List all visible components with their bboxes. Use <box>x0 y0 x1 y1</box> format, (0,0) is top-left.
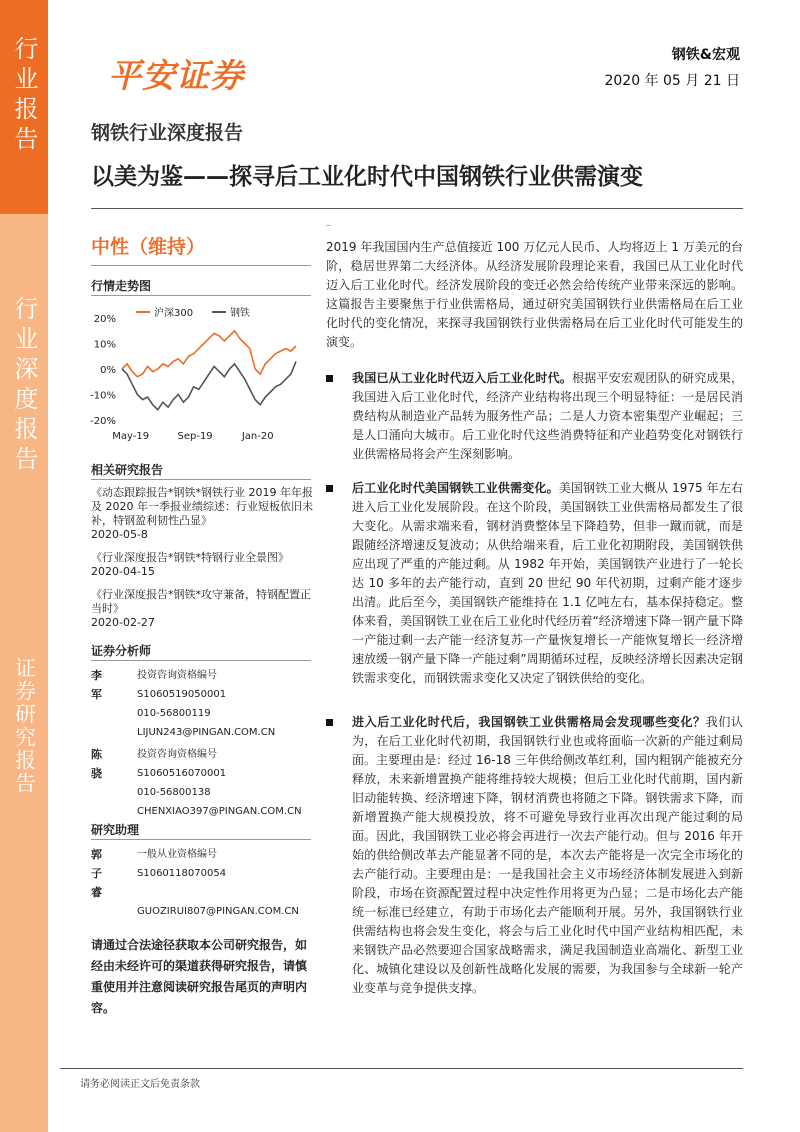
y-tick-label: 20% <box>93 314 116 325</box>
assistant-cert-no: S1060118070054 <box>137 868 227 879</box>
company-logo: 平安证券 <box>108 56 244 95</box>
y-tick-label: 10% <box>93 339 116 351</box>
related-report-date: 2020-04-15 <box>91 565 155 578</box>
analyst-cert-no: S1060519050001 <box>137 689 227 700</box>
bullet-paragraph <box>352 713 743 998</box>
y-tick-label: 0% <box>100 365 116 376</box>
bullet-square-icon <box>326 479 336 489</box>
analyst-cert-label: 投资咨询资格编号 <box>137 749 217 760</box>
bullet-square-icon <box>326 369 336 379</box>
related-report-title[interactable]: 《行业深度报告*钢铁*攻守兼备，特钢配置正当时》 <box>91 588 311 615</box>
related-heading: 相关研究报告 <box>91 463 164 477</box>
analyst-name: 李军 <box>91 669 102 701</box>
chart-legend <box>136 306 250 319</box>
related-report-item[interactable] <box>91 486 315 542</box>
doc-type: 钢铁行业深度报告 <box>91 122 244 144</box>
bullet-text: 根据平安宏观团队的研究成果，我国进入后工业化时代，经济产业结构将出现三个明显特征：一是居民消费结构从制造业产品转为服务性产品；二是人力资本密集型产业崛起；三是人口涌向大城市。后工业化时代这些消费特征和产业趋势变化对钢铁行业供需格局将会产生深刻影响。 <box>352 371 743 461</box>
dash-mark: – <box>326 220 331 231</box>
bullet-lead: 后工业化时代美国钢铁工业供需变化。 <box>352 481 559 495</box>
side-band-middle-label: 行业深度报告 <box>10 296 38 476</box>
side-band-bottom-label: 证券研究报告 <box>12 657 37 795</box>
rating-label: 中性（维持） <box>91 236 206 258</box>
assistant-divider <box>91 839 311 840</box>
side-band-top <box>0 0 48 214</box>
related-divider <box>91 479 311 480</box>
rating-divider <box>91 265 311 266</box>
footer-divider <box>60 1068 743 1069</box>
y-tick-label: -20% <box>90 416 116 427</box>
intro-paragraph: 2019 年我国国内生产总值接近 100 万亿元人民币、人均将迈上 1 万美元的台阶，稳居世界第二大经济体。从经济发展阶段理论来看，我国已从工业化时代迈入后工业化时代。经济发展阶段的变迁必然会给传统产业带来深远的影响。这篇报告主要聚焦于行业供需格局，通过研究美国钢铁行业供需格局在后工业化时代的变化情况，来探寻我国钢铁行业供需格局在后工业化时代可能发生的演变。 <box>326 240 743 349</box>
x-tick-label: Sep-19 <box>177 431 213 442</box>
bullet-lead: 我国已从工业化时代迈入后工业化时代。 <box>352 371 573 385</box>
assistant-email[interactable]: GUOZIRUI807@PINGAN.COM.CN <box>137 906 299 917</box>
analyst-name: 陈骁 <box>91 748 102 780</box>
analyst-divider <box>91 660 311 661</box>
sector-label: 钢铁&宏观 <box>671 47 740 63</box>
analyst-cert-label: 投资咨询资格编号 <box>137 670 217 681</box>
related-report-item[interactable] <box>91 588 315 630</box>
legend-label: 钢铁 <box>230 308 250 319</box>
analyst-heading: 证券分析师 <box>91 644 152 658</box>
side-band-bottom <box>0 617 48 1132</box>
bullet-lead: 进入后工业化时代后，我国钢铁工业供需格局会发现哪些变化？ <box>352 715 706 729</box>
x-tick-label: Jan-20 <box>241 431 274 442</box>
related-report-date: 2020-05-8 <box>91 528 148 541</box>
related-report-title[interactable]: 《行业深度报告*钢铁*特钢行业全景图》 <box>91 551 289 564</box>
y-tick-label: -10% <box>90 390 116 402</box>
disclaimer-text: 请通过合法途径获取本公司研究报告，如经由未经许可的渠道获得研究报告，请慎重使用并注意阅读研究报告尾页的声明内容。 <box>91 938 308 1015</box>
series-line-hs300 <box>122 331 296 377</box>
series-line-steel <box>122 361 296 409</box>
assistant-heading: 研究助理 <box>91 823 140 837</box>
bullet-square-icon <box>326 713 336 723</box>
analyst-email[interactable]: CHENXIAO397@PINGAN.COM.CN <box>137 806 302 817</box>
chart-lines <box>122 331 296 410</box>
analyst-phone: 010-56800138 <box>137 787 211 798</box>
side-band-top-label: 行业报告 <box>10 36 38 156</box>
bullet-paragraph <box>352 479 743 688</box>
side-band-middle <box>0 214 48 617</box>
related-report-date: 2020-02-27 <box>91 616 155 629</box>
x-tick-label: May-19 <box>112 431 150 442</box>
chart-x-ticks <box>112 431 273 442</box>
analyst-phone: 010-56800119 <box>137 708 211 719</box>
analyst-cert-no: S1060516070001 <box>137 768 227 779</box>
bullet-text: 美国钢铁工业大概从 1975 年左右进入后工业化发展阶段。在这个阶段，美国钢铁工业供需格局都发生了很大变化。从需求端来看，钢材消费整体呈下降趋势，但非一蹴而就，而是跟随经济增速反复波动；从供给端来看，后工业化初期附段，美国钢铁供应出现了严重的产能过剩。从 1982 年开始，美国钢铁产业进行了一轮长达 10 多年的去产能行动，直到 20 世纪 90 年代初期，过剩产能才逐步出清。此后至今，美国钢铁产能维持在 1.1 亿吨左右，基本保持稳定。整体来看，美国钢铁工业在后工业化时代经历着“经济增速下降一钢产量下降一产能过剩一去产能一经济复苏一产量恢复增长一产能恢复增长一经济增速放缓一钢产量下降一产能过剩”周期循环过程，反映经济增长因素决定钢铁需求变化，而钢铁需求变化又决定了钢铁供给的变化。 <box>352 481 743 685</box>
related-report-item[interactable] <box>91 551 315 579</box>
related-report-title[interactable]: 《动态跟踪报告*钢铁*钢铁行业 2019 年年报及 2020 年一季报业绩综述：行业短板依旧未补，特钢盈利韧性凸显》 <box>91 486 313 527</box>
bullet-text: 我们认为，在后工业化时代初期，我国钢铁行业也或将面临一次新的产能过剩局面。主要理由是：经过 16-18 三年供给侧改革红利，国内粗钢产能被充分释放，未来新增置换产能将维持较大规模；但后工业化时代前期，国内新旧动能转换、经济增速下降，钢材消费也将随之下降。钢铁需求下降，而新增置换产能大规模投放，将不可避免导致行业再次出现产能过剩的局面。因此，我国钢铁工业必将会再进行一次去产能行动。但与 2016 年开始的供给侧改革去产能显著不同的是，本次去产能将是一次完全市场化的去产能行动。主要理由是：一是我国社会主义市场经济体制发展进入到新阶段，市场在资源配置过程中决定性作用将更为凸显；二是市场化去产能统一标准已经建立，有助于市场化去产能顺利开展。另外，我国钢铁行业供需结构也将会发生变化，将会与后工业化时代中国产业结构相匹配，未来钢铁产品必然要迎合国家战略需求，满足我国制造业高端化、新型工业化、城镇化建设以及创新性战略化发展的需要，为我国参与全球新一轮产业变革与竞争提供支撑。 <box>352 715 743 995</box>
chart-y-ticks <box>90 314 116 427</box>
bullet-paragraph <box>352 369 743 464</box>
analyst-email[interactable]: LIJUN243@PINGAN.COM.CN <box>137 727 276 738</box>
page-title: 以美为鉴——探寻后工业化时代中国钢铁行业供需演变 <box>91 164 643 190</box>
assistant-name: 郭子睿 <box>91 848 102 899</box>
assistant-cert-label: 一般从业资格编号 <box>137 849 217 860</box>
report-date: 2020 年 05 月 21 日 <box>604 73 740 89</box>
trend-chart <box>86 300 306 450</box>
title-divider <box>91 208 743 209</box>
footer-text: 请务必阅读正文后免责条款 <box>80 1079 200 1090</box>
trend-heading: 行情走势图 <box>91 279 152 293</box>
legend-label: 沪深300 <box>154 308 194 319</box>
related-report-list <box>91 486 315 639</box>
trend-divider <box>91 295 311 296</box>
